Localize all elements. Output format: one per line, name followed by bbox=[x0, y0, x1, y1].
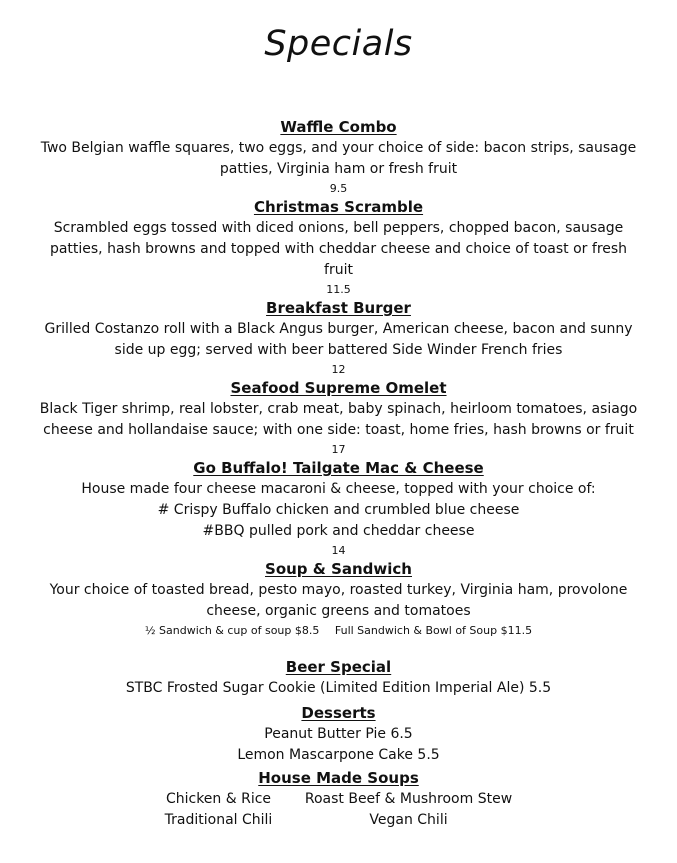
menu-item-christmas-scramble bbox=[30, 197, 647, 298]
soup-item: Traditional Chili bbox=[164, 812, 273, 828]
section-title: Desserts bbox=[301, 704, 376, 722]
section-title: House Made Soups bbox=[258, 769, 419, 787]
beer-special-section bbox=[30, 656, 647, 699]
item-name: Seafood Supreme Omelet bbox=[230, 379, 447, 397]
dessert-item: Lemon Mascarpone Cake 5.5 bbox=[237, 747, 440, 763]
menu-item-breakfast-burger bbox=[30, 298, 647, 378]
menu-item-soup-sandwich bbox=[30, 559, 647, 639]
item-price: 12 bbox=[331, 363, 346, 376]
item-description: Two Belgian waffle squares, two eggs, and your choice of side: bacon strips, sausage patties, Virginia ham or fresh fruit bbox=[40, 140, 637, 177]
menu-item-seafood-omelet bbox=[30, 378, 647, 458]
desserts-section bbox=[30, 702, 647, 766]
soup-item: Vegan Chili bbox=[369, 812, 448, 828]
soup-item: Chicken & Rice bbox=[165, 791, 272, 807]
item-name: Waffle Combo bbox=[280, 118, 397, 136]
item-extras bbox=[30, 622, 647, 639]
page-title: Specials bbox=[264, 24, 413, 64]
soups-section bbox=[30, 767, 647, 831]
item-price: 11.5 bbox=[326, 283, 351, 296]
item-name: Soup & Sandwich bbox=[265, 560, 412, 578]
item-price: 14 bbox=[331, 544, 346, 557]
menu-item-waffle-combo bbox=[30, 117, 647, 197]
item-description: Black Tiger shrimp, real lobster, crab meat, baby spinach, heirloom tomatoes, asiago cheese and hollandaise sauce; with one side: toast, home fries, hash browns or fruit bbox=[39, 401, 638, 438]
item-description: House made four cheese macaroni & cheese, topped with your choice of: bbox=[81, 481, 596, 497]
beer-special-line: STBC Frosted Sugar Cookie (Limited Edition Imperial Ale) 5.5 bbox=[125, 680, 552, 696]
item-option: #BBQ pulled pork and cheddar cheese bbox=[202, 523, 475, 539]
dessert-item: Peanut Butter Pie 6.5 bbox=[264, 726, 413, 742]
item-price: 17 bbox=[331, 443, 346, 456]
soup-item: Roast Beef & Mushroom Stew bbox=[304, 791, 513, 807]
half-sandwich-price: ½ Sandwich & cup of soup $8.5 bbox=[144, 624, 320, 637]
soups-grid bbox=[30, 789, 647, 831]
item-description: Scrambled eggs tossed with diced onions, bell peppers, chopped bacon, sausage patties, hash browns and topped with cheddar cheese and choice of toast or fresh fruit bbox=[49, 220, 628, 278]
full-sandwich-price: Full Sandwich & Bowl of Soup $11.5 bbox=[334, 624, 533, 637]
item-option: # Crispy Buffalo chicken and crumbled blue cheese bbox=[157, 502, 520, 518]
section-title: Beer Special bbox=[285, 658, 392, 676]
specials-list bbox=[30, 117, 647, 639]
item-name: Christmas Scramble bbox=[253, 198, 424, 216]
item-name: Go Buffalo! Tailgate Mac & Cheese bbox=[193, 459, 484, 477]
item-name: Breakfast Burger bbox=[266, 299, 411, 317]
item-description: Your choice of toasted bread, pesto mayo, roasted turkey, Virginia ham, provolone cheese, organic greens and tomatoes bbox=[49, 582, 628, 619]
item-price: 9.5 bbox=[329, 182, 348, 195]
menu-item-mac-and-cheese bbox=[30, 458, 647, 559]
item-description: Grilled Costanzo roll with a Black Angus burger, American cheese, bacon and sunny side up egg; served with beer battered Side Winder French fries bbox=[44, 321, 633, 358]
